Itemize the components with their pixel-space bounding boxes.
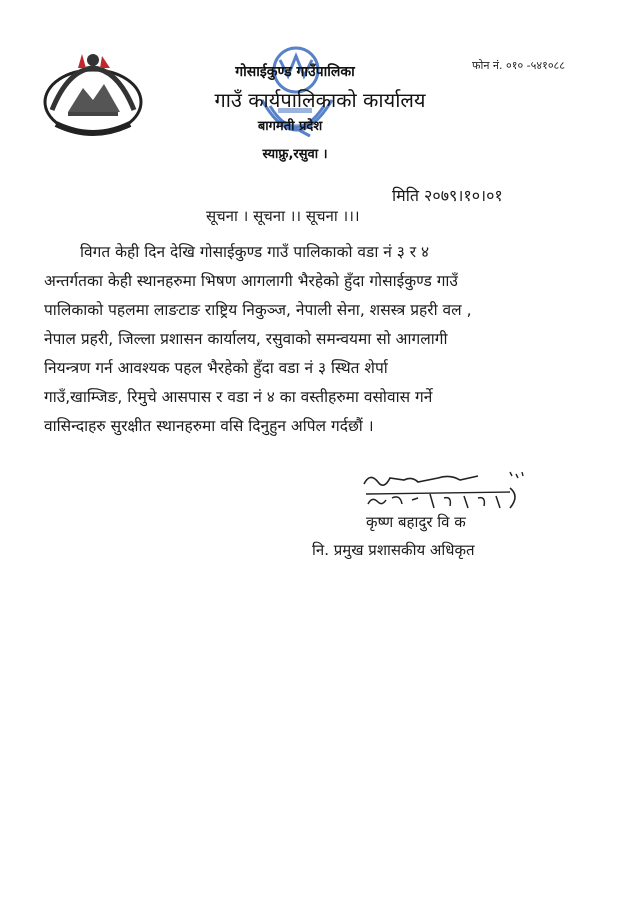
office-name: गाउँ कार्यपालिकाको कार्यालय xyxy=(214,88,426,112)
body-line: विगत केही दिन देखि गोसाईकुण्ड गाउँ पालिकाको वडा नं ३ र ४ xyxy=(80,243,430,261)
signatory-title: नि. प्रमुख प्रशासकीय अधिकृत xyxy=(312,541,475,559)
province-name: बागमती प्रदेश xyxy=(257,119,323,134)
municipality-name: गोसाईकुण्ड गाउँपालिका xyxy=(235,64,355,80)
nepal-emblem-icon xyxy=(38,50,148,142)
phone-number: फोन नं. ०१० -५४१०८८ xyxy=(472,59,565,72)
office-location: स्याफ्रु,रसुवा । xyxy=(262,147,328,162)
notice-title: सूचना । सूचना ।। सूचना ।।। xyxy=(206,207,360,225)
body-line: पालिकाको पहलमा लाङटाङ राष्ट्रिय निकुञ्ज, नेपाली सेना, शसस्त्र प्रहरी वल , xyxy=(44,301,472,319)
body-line: नेपाल प्रहरी, जिल्ला प्रशासन कार्यालय, रसुवाको समन्वयमा सो आगलागी xyxy=(44,330,448,348)
body-line: अन्तर्गतका केही स्थानहरुमा भिषण आगलागी भैरहेको हुँदा गोसाईकुण्ड गाउँ xyxy=(44,272,458,290)
notice-date: मिति २०७९।१०।०१ xyxy=(392,186,503,205)
body-line: वासिन्दाहरु सुरक्षीत स्थानहरुमा वसि दिनुहुन अपिल गर्दछौं । xyxy=(44,417,374,435)
handwritten-signature-icon xyxy=(360,470,530,512)
body-line: नियन्त्रण गर्न आवश्यक पहल भैरहेको हुँदा वडा नं ३ स्थित शेर्पा xyxy=(44,359,388,377)
signatory-name: कृष्ण बहादुर वि क xyxy=(366,513,466,531)
body-line: गाउँ,खाम्जिङ, रिमुचे आसपास र वडा नं ४ का वस्तीहरुमा वसोवास गर्ने xyxy=(44,388,433,406)
notice-body xyxy=(44,238,604,441)
